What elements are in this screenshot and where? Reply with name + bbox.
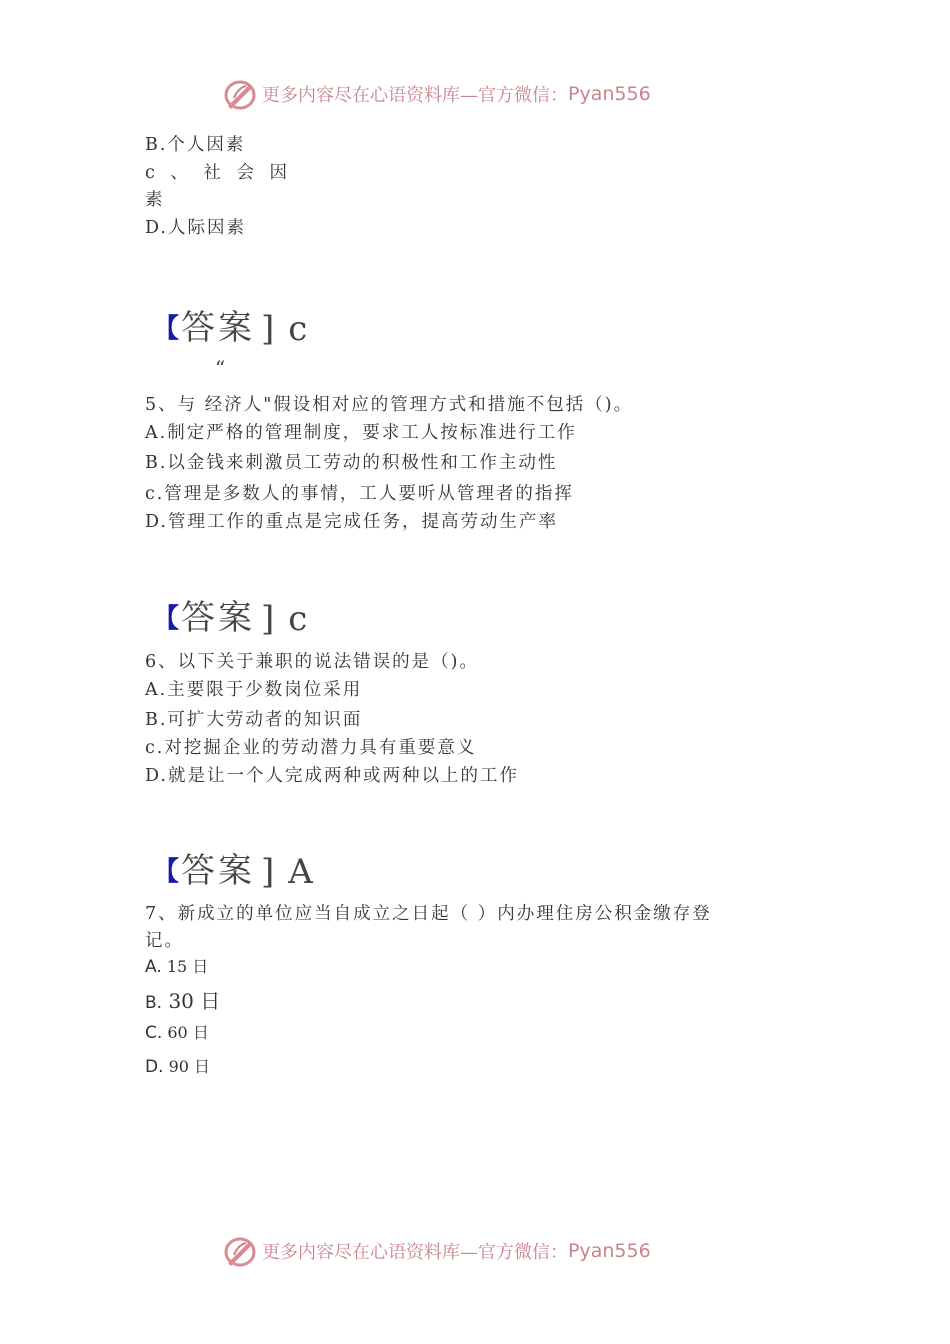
watermark-wechat-id: Pyan556 [568,1240,651,1262]
pen-logo-icon [222,1233,258,1269]
answer-q6 [153,843,313,892]
answer-bracket-left: 【 [153,857,180,887]
q5-option-c: c.管理是多数人的事情，工人要听从管理者的指挥 [145,484,574,504]
q6-option-c: c.对挖掘企业的劳动潜力具有重要意义 [145,738,477,758]
q5-stem: 5、与 经济人"假设相对应的管理方式和措施不包括（)。 [145,395,634,415]
answer-bracket-right: ] [261,852,275,892]
answer-bracket-right: ] [261,309,275,349]
q6-option-d: D.就是让一个人完成两种或两种以上的工作 [145,766,519,786]
pen-logo-icon [222,76,258,112]
answer-label: 答案 [181,851,256,891]
q4-option-b: B.个人因素 [145,135,246,155]
stray-quote-mark: “ [215,356,226,380]
q4-option-c-line2: 素 [145,190,165,210]
q7-option-b [145,985,220,1014]
q7-option-a [145,954,208,977]
answer-value: c [288,309,308,349]
watermark-footer [222,1233,651,1269]
option-text: 15 日 [166,957,209,976]
watermark-header [222,76,651,112]
answer-value: A [288,852,313,892]
q5-option-a: A.制定严格的管理制度，要求工人按标准进行工作 [145,423,577,443]
watermark-wechat-id: Pyan556 [568,83,651,105]
option-letter: A. [145,957,162,977]
option-letter: D. [145,1057,164,1077]
q5-option-d: D.管理工作的重点是完成任务，提高劳动生产率 [145,512,558,532]
q7-option-c [145,1020,209,1043]
answer-value: c [288,599,308,639]
q6-stem: 6、以下关于兼职的说法错误的是（)。 [145,652,479,672]
answer-bracket-left: 【 [153,604,180,634]
answer-q4 [153,300,307,349]
option-letter: B. [145,993,163,1013]
option-letter: C. [145,1023,163,1043]
answer-bracket-right: ] [261,599,275,639]
watermark-text: 更多内容尽在心语资料库—官方微信： [262,85,568,106]
q4-option-c-line1: c 、 社 会 因 [145,163,293,183]
answer-q5 [153,590,307,639]
q5-option-b: B.以金钱来刺激员工劳动的积极性和工作主动性 [145,453,558,473]
answer-label: 答案 [181,598,256,638]
q4-option-d: D.人际因素 [145,218,246,238]
q7-stem-line2: 记。 [145,931,184,951]
option-text: 90 日 [168,1057,211,1076]
option-text: 60 日 [167,1023,209,1042]
answer-label: 答案 [181,308,256,348]
q6-option-b: B.可扩大劳动者的知识面 [145,710,363,730]
q7-stem-line1: 7、新成立的单位应当自成立之日起（ ）内办理住房公积金缴存登 [145,904,712,924]
watermark-text: 更多内容尽在心语资料库—官方微信： [262,1242,568,1263]
q7-option-d [145,1054,210,1077]
answer-bracket-left: 【 [153,314,180,344]
option-text: 30 日 [168,989,221,1013]
q6-option-a: A.主要限于少数岗位采用 [145,680,363,700]
